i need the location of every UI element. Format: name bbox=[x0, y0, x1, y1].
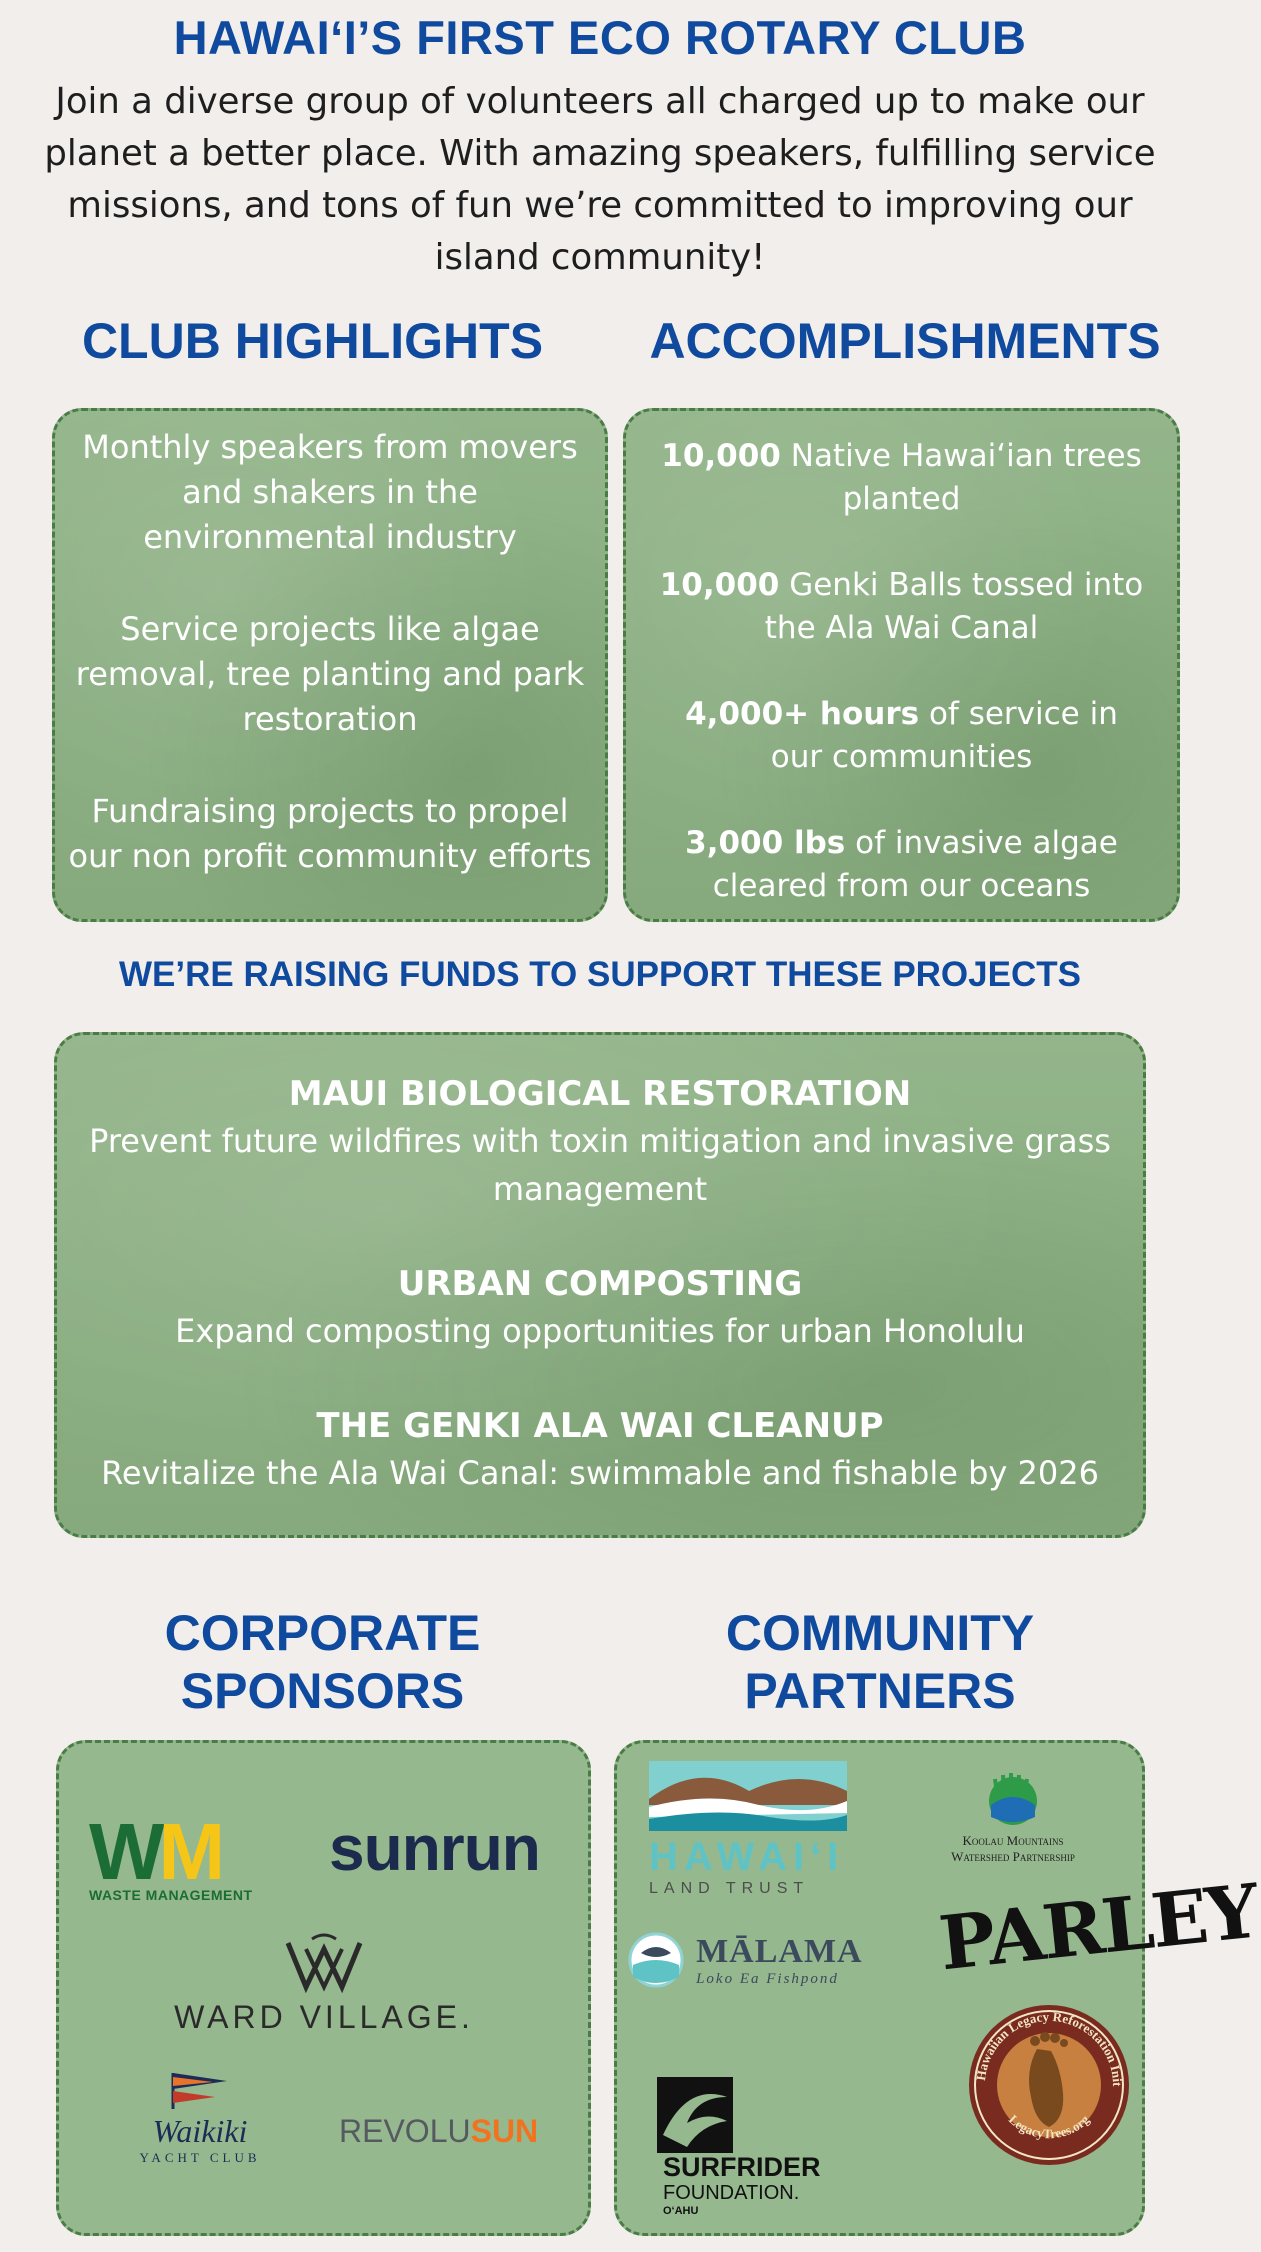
revolusun-logo[interactable] bbox=[339, 2113, 538, 2150]
project-description: Expand composting opportunities for urban Honolulu bbox=[175, 1312, 1025, 1350]
highlight-item: Monthly speakers from movers and shakers in the environmental industry bbox=[82, 428, 578, 556]
highlight-item: Fundraising projects to propel our non profit community efforts bbox=[68, 792, 592, 875]
waikiki-yacht-club-logo[interactable] bbox=[115, 2071, 285, 2166]
sunrun-logo[interactable]: sunrun bbox=[329, 1812, 540, 1884]
project-description: Prevent future wildfires with toxin mitigation and invasive grass management bbox=[89, 1122, 1111, 1208]
sun-text: SUN bbox=[470, 2113, 539, 2149]
mountain-waves-icon bbox=[649, 1761, 847, 1831]
surfrider-name: SURFRIDER bbox=[663, 2152, 821, 2182]
koolau-emblem-icon bbox=[983, 1769, 1043, 1829]
malama-loko-ea-logo[interactable] bbox=[627, 1931, 887, 1989]
accomplishment-amount: 10,000 bbox=[661, 438, 781, 474]
hlt-sub: LAND TRUST bbox=[649, 1880, 810, 1897]
accomplishment-amount: 4,000+ hours bbox=[685, 696, 920, 732]
accomplishment-text: of service in our communities bbox=[770, 696, 1118, 775]
community-partners-heading bbox=[615, 1604, 1145, 1720]
intro-line: planet a better place. With amazing speakers, fulfilling service bbox=[44, 133, 1156, 174]
hawaii-land-trust-logo[interactable] bbox=[649, 1761, 849, 1898]
legacy-url-text: LegacyTrees.org bbox=[1005, 2111, 1093, 2142]
ward-village-logo[interactable] bbox=[159, 1935, 489, 2036]
accomplishment-text: of invasive algae cleared from our oceans bbox=[712, 825, 1118, 904]
malama-sub: Loko Ea Fishpond bbox=[696, 1970, 839, 1987]
waste-management-logo[interactable] bbox=[89, 1807, 309, 1903]
legacy-ring-text: Hawaiian Legacy Reforestation Init bbox=[973, 2008, 1126, 2087]
malama-name: MĀLAMA bbox=[696, 1932, 863, 1970]
accomplishment-item bbox=[656, 435, 1147, 521]
projects-panel bbox=[54, 1032, 1146, 1538]
intro-line: island community! bbox=[434, 237, 766, 278]
accomplishment-amount: 3,000 lbs bbox=[685, 825, 846, 861]
surfrider-oahu: O‘AHU bbox=[663, 2205, 699, 2217]
legacy-trees-logo[interactable] bbox=[965, 2001, 1133, 2173]
wm-mark: WM bbox=[89, 1807, 220, 1896]
fishpond-icon bbox=[627, 1931, 685, 1989]
intro-line: missions, and tons of fun we’re committed to improving our bbox=[67, 185, 1133, 226]
heading-line: CORPORATE bbox=[164, 1605, 481, 1661]
accomplishment-text: Genki Balls tossed into the Ala Wai Canal bbox=[764, 567, 1144, 646]
accomplishment-item bbox=[656, 693, 1147, 779]
koolau-watershed-logo[interactable] bbox=[913, 1769, 1113, 1865]
yacht-flag-icon bbox=[165, 2071, 235, 2109]
corporate-sponsors-heading bbox=[50, 1604, 595, 1720]
project-name: MAUI BIOLOGICAL RESTORATION bbox=[288, 1074, 912, 1114]
malama-text-block bbox=[696, 1933, 863, 1988]
waikiki-text: Waikiki bbox=[152, 2113, 248, 2149]
koolau-line: Koolau Mountains bbox=[962, 1833, 1064, 1848]
accomplishment-item bbox=[656, 822, 1147, 908]
project-description: Revitalize the Ala Wai Canal: swimmable and fishable by 2026 bbox=[101, 1454, 1099, 1492]
intro-paragraph bbox=[20, 76, 1180, 284]
community-partners-panel bbox=[614, 1740, 1261, 2236]
intro-line: Join a diverse group of volunteers all charged up to make our bbox=[55, 81, 1145, 122]
revolu-text: REVOLU bbox=[339, 2113, 471, 2149]
club-highlights-panel bbox=[52, 408, 608, 922]
legacy-trees-seal-icon bbox=[965, 2001, 1133, 2169]
accomplishments-heading: ACCOMPLISHMENTS bbox=[649, 313, 1161, 369]
hlt-name: HAWAI‘I bbox=[649, 1835, 845, 1879]
wm-caption: WASTE MANAGEMENT bbox=[89, 1887, 253, 1903]
accomplishment-amount: 10,000 bbox=[659, 567, 780, 603]
heading-line: SPONSORS bbox=[180, 1663, 465, 1719]
surfrider-logo[interactable] bbox=[657, 2077, 877, 2217]
koolau-line: Watershed Partnership bbox=[951, 1849, 1075, 1864]
surfrider-sub: FOUNDATION. bbox=[663, 2182, 800, 2204]
accomplishments-panel bbox=[623, 408, 1180, 922]
project-name: THE GENKI ALA WAI CLEANUP bbox=[316, 1406, 884, 1446]
yacht-club-text: YACHT CLUB bbox=[139, 2150, 261, 2165]
corporate-sponsors-panel bbox=[56, 1740, 591, 2236]
heading-line: COMMUNITY bbox=[725, 1605, 1035, 1661]
accomplishment-text: Native Hawai‘ian trees planted bbox=[790, 438, 1142, 517]
parley-logo[interactable]: PARLEY bbox=[935, 1868, 1261, 1988]
club-highlights-heading: CLUB HIGHLIGHTS bbox=[81, 313, 544, 369]
project-name: URBAN COMPOSTING bbox=[397, 1264, 803, 1304]
heading-line: PARTNERS bbox=[744, 1663, 1016, 1719]
ward-village-text: WARD VILLAGE. bbox=[174, 1999, 474, 2035]
accomplishment-item bbox=[656, 564, 1147, 650]
surfrider-wave-icon bbox=[657, 2077, 733, 2153]
surfrider-text-block bbox=[663, 2153, 821, 2217]
highlight-item: Service projects like algae removal, tree planting and park restoration bbox=[75, 610, 585, 738]
projects-heading: WE’RE RAISING FUNDS TO SUPPORT THESE PROJECTS bbox=[119, 955, 1081, 994]
ward-village-emblem-icon bbox=[284, 1935, 364, 1995]
page-title: HAWAI‘I’S FIRST ECO ROTARY CLUB bbox=[173, 11, 1027, 64]
